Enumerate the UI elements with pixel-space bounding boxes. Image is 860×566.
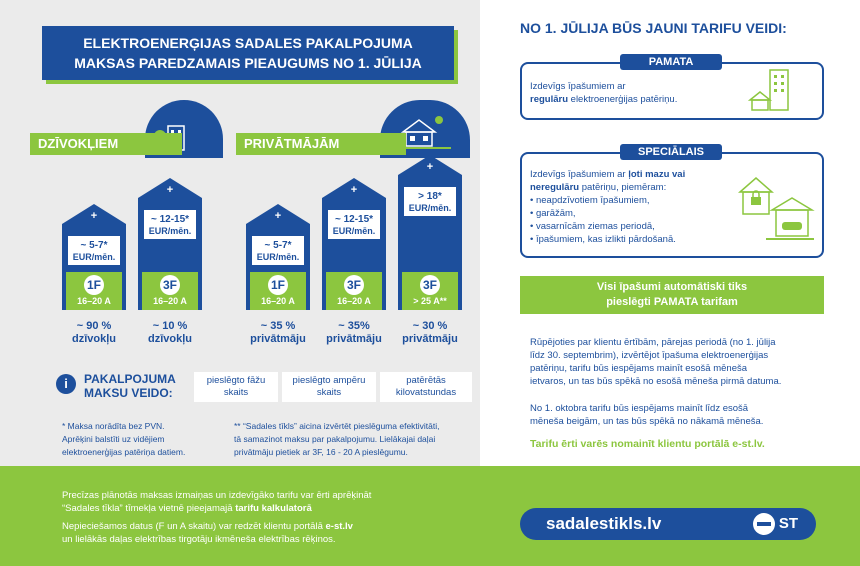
tariff-pamata-text (530, 80, 677, 106)
phase-amperage: > 25 A** (413, 296, 447, 306)
fee-label-line-2: MAKSU VEIDO: (84, 386, 173, 400)
bar-price: ~ 12-15* (334, 214, 374, 225)
phase-badge: 3F (160, 275, 180, 295)
bar-unit: EUR/mēn. (68, 252, 120, 266)
bar-price: > 18* (418, 191, 442, 202)
tariff-special-text: Izdevīgs īpašumiem ar ļoti mazu vai neregulāru patēriņu, piemēram: • neapdzīvotiem īpašumiem, • garāžām, • vasarnīcām ziemas periodā, • īpašumiem, kas izlikti pārdošanā. (530, 169, 686, 245)
phase-badge: 3F (420, 275, 440, 295)
bar-unit: EUR/mēn. (252, 252, 304, 266)
phase-badge: 1F (268, 275, 288, 295)
tariff-text-line: Izdevīgs īpašumiem ar (530, 169, 629, 180)
bar-phase-box (250, 272, 306, 310)
tariff-list-item: vasarnīcām ziemas periodā, (535, 221, 655, 232)
note-left (62, 420, 185, 459)
note-right (234, 420, 440, 459)
bar-plus-sign: + (426, 161, 434, 173)
fee-item-text: patērētās (406, 375, 446, 386)
bar-price-card (250, 234, 306, 268)
phase-amperage: 16–20 A (153, 296, 187, 306)
bar-unit: EUR/mēn. (404, 203, 456, 217)
st-logo (753, 512, 798, 536)
category-apartments: DZĪVOKĻIEM (30, 133, 182, 155)
phase-amperage: 16–20 A (337, 296, 371, 306)
footer-text (62, 490, 371, 546)
bar-share (319, 320, 389, 346)
bar-share-who: privātmāju (250, 333, 306, 345)
note-line: tā samazinot maksu par pakalpojumu. Lielākajai daļai (234, 434, 436, 444)
bar-share-pct: ~ 90 % (76, 320, 112, 332)
paragraph-line: līdz 30. septembrim), izvērtējot īpašuma elektroenerģijas (530, 350, 769, 361)
tariff-bold-text: neregulāru (530, 182, 580, 193)
paragraph-line: No 1. oktobra tarifu būs iespējams mainīt līdz esošā (530, 403, 749, 414)
note-line: ** “Sadales tīkls” aicina izvērtēt pieslēguma efektivitāti, (234, 421, 440, 431)
tariff-text-line: Izdevīgs īpašumiem ar (530, 81, 626, 92)
bar-share (243, 320, 313, 346)
lock-house-garage-icon (736, 170, 816, 242)
bar-phase-box (142, 272, 198, 310)
october-paragraph (530, 402, 763, 428)
tariff-bold-text: ļoti mazu vai (628, 169, 686, 180)
tariff-special-label: SPECIĀLAIS (620, 144, 722, 160)
bar-share (135, 320, 205, 346)
note-line: * Maksa norādīta bez PVN. (62, 421, 165, 431)
title-line-1: ELEKTROENERĢIJAS SADALES PAKALPOJUMA (83, 35, 413, 51)
phase-badge: 1F (84, 275, 104, 295)
footer-line: Nepieciešamos datus (F un A skaitu) var redzēt klientu portālā (62, 521, 326, 532)
fee-item-text: kilovatstundas (395, 387, 457, 398)
fee-item-text: skaits (223, 387, 249, 398)
note-line: elektroenerģijas patēriņa datiem. (62, 447, 186, 457)
bar-phase-box (66, 272, 122, 310)
bar-share-who: privātmāju (326, 333, 382, 345)
e-st-link[interactable]: e-st.lv (325, 521, 353, 532)
bar-share (59, 320, 129, 346)
portal-note: Tarifu ērti varēs nomainīt klientu portālā e-st.lv. (530, 438, 765, 450)
st-logo-text: ST (778, 515, 798, 532)
bar-price: ~ 5-7* (80, 240, 108, 251)
tariff-list-item: garāžām, (535, 208, 576, 219)
phase-badge: 3F (344, 275, 364, 295)
website-link[interactable] (520, 508, 816, 540)
bar-price-card (66, 234, 122, 268)
phase-amperage: 16–20 A (261, 296, 295, 306)
fee-item-text: pieslēgto ampēru (292, 375, 366, 386)
footer-line: un lielākās daļas elektrības tirgotāju ikmēneša elektrības rēķinos. (62, 533, 336, 545)
bar-price-card (142, 208, 198, 242)
bar-share-who: dzīvokļu (71, 333, 116, 345)
auto-line: pieslēgti PAMATA tarifam (606, 296, 738, 308)
fee-item-phases (194, 372, 278, 402)
tariff-calculator-link[interactable]: tarifu kalkulatorā (235, 502, 312, 514)
bar-share-pct: ~ 10 % (152, 320, 188, 332)
note-line: Aprēķini balstīti uz vidējiem (62, 434, 165, 444)
houses-building-icon (748, 68, 798, 116)
bar-price: ~ 12-15* (150, 214, 190, 225)
bar-unit: EUR/mēn. (328, 226, 380, 240)
bar-share-pct: ~ 30 % (412, 320, 448, 332)
tariff-text-line: elektroenerģijas patēriņu. (568, 94, 678, 105)
transition-paragraph (530, 336, 781, 388)
bar-plus-sign: + (166, 184, 174, 196)
tariff-bold-text: regulāru (530, 94, 569, 105)
tariff-text-line: patēriņu, piemēram: (579, 182, 667, 193)
tariff-list-item: īpašumiem, kas izlikti pārdošanā. (535, 234, 676, 245)
paragraph-line: mēneša beigām, un tas būs spēkā no nākamā mēneša. (530, 416, 764, 427)
website-url[interactable]: sadalestikls.lv (546, 514, 662, 533)
info-icon: i (56, 374, 76, 394)
bar-phase-box (326, 272, 382, 310)
bar-share-pct: ~ 35 % (260, 320, 296, 332)
footer-line: “Sadales tīkla” tīmekļa vietnē pieejamajā (62, 502, 236, 514)
note-line: privātmāju pietiek ar 3F, 16 - 20 A pieslēgumu. (234, 447, 408, 457)
fee-item-amperes (282, 372, 376, 402)
bar-unit: EUR/mēn. (144, 226, 196, 240)
phase-amperage: 16–20 A (77, 296, 111, 306)
fee-item-text: pieslēgto fāžu (206, 375, 266, 386)
footer-line: Precīzas plānotās maksas izmaiņas un izdevīgāko tarifu var ērti aprēķināt (62, 490, 372, 501)
paragraph-line: ietvaros, un tas būs spēkā no esošā mēneša pirmā datuma. (530, 376, 782, 387)
bar-price-card (402, 185, 458, 219)
paragraph-line: Rūpējoties par klientu ērtībām, pārejas periodā (no 1. jūlija (530, 337, 776, 348)
fee-item-kwh (380, 372, 472, 402)
paragraph-line: patēriņu, tarifu būs iespējams mainīt esošā mēneša (530, 363, 748, 374)
auto-line: Visi īpašumi automātiski tiks (596, 281, 748, 293)
fee-label-line-1: PAKALPOJUMA (84, 372, 176, 386)
bar-price-card (326, 208, 382, 242)
tariff-pamata-label: PAMATA (620, 54, 722, 70)
bar-share (395, 320, 465, 346)
bar-phase-box (402, 272, 458, 310)
main-title (42, 26, 454, 80)
bar-share-who: privātmāju (402, 333, 458, 345)
auto-pamata-banner (520, 276, 824, 314)
bar-plus-sign: + (274, 210, 282, 222)
st-logo-mark-icon (753, 513, 775, 535)
tariff-heading: NO 1. JŪLIJA BŪS JAUNI TARIFU VEIDI: (520, 20, 787, 36)
fee-item-text: skaits (316, 387, 342, 398)
bar-plus-sign: + (90, 210, 98, 222)
bar-share-who: dzīvokļu (147, 333, 192, 345)
title-line-2: MAKSAS PAREDZAMAIS PIEAUGUMS NO 1. JŪLIJA (74, 55, 422, 71)
tariff-list-item: neapdzīvotiem īpašumiem, (535, 195, 650, 206)
category-houses: PRIVĀTMĀJĀM (236, 133, 406, 155)
bar-plus-sign: + (350, 184, 358, 196)
bar-share-pct: ~ 35% (338, 320, 370, 332)
fee-label (84, 372, 176, 400)
bar-price: ~ 5-7* (264, 240, 292, 251)
